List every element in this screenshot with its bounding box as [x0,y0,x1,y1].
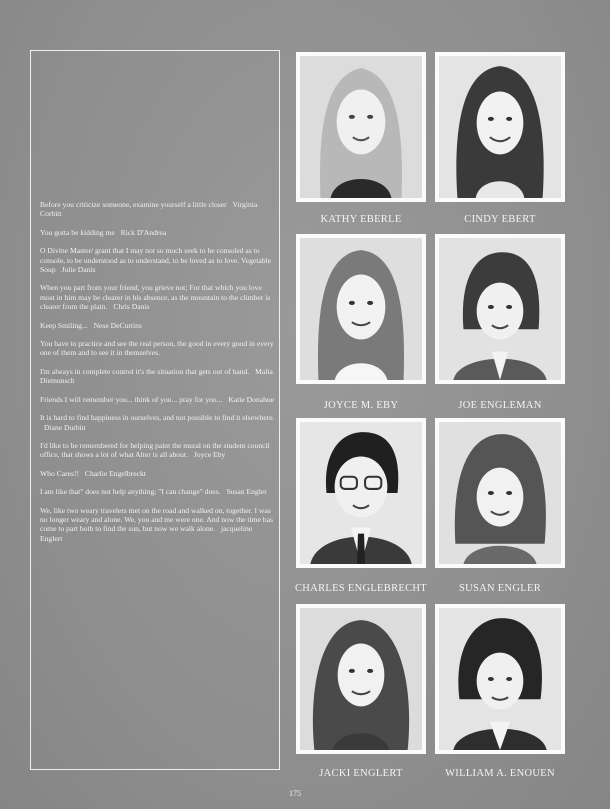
portrait-caption: CHARLES ENGLEBRECHT [295,583,427,594]
quote-item: We, like two weary travelers met on the road and walked on, together. I was no longer weary and alone. We, you and me were one. And now the time has come to part both to find the sun, but now we walk alone. jacqueline Englert [40,505,273,543]
quote-author: Chris Danis [113,302,150,312]
portrait-joyce-eby [296,234,426,384]
portrait-photo-icon [300,608,422,750]
quote-item: I am like that" does not help anything; "I can change" does. Susan Engler [40,487,267,497]
portrait-caption: JOE ENGLEMAN [458,400,542,411]
portrait-photo-icon [439,238,561,380]
quote-item: You have to practice and see the real person, the good in every good in every one of them and to see it in themselves. [40,339,274,358]
quote-item: I'd like to be remembered for helping paint the mural on the student council office, that shows a lot of what Alter is all about. Joyce Eby [40,440,270,460]
portrait-photo-icon [300,422,422,564]
quote-item: Before you criticize someone, examine yourself a little closer Virginia Corbitt [40,200,258,219]
portrait-caption: CINDY EBERT [464,214,536,225]
senior-quotes [40,200,276,552]
portrait-photo-icon [439,608,561,750]
quote-author: Katie Donahue [228,394,275,404]
quote-item: O Divine Master/ grant that I may not so much seek to be consoled as to console, to be understood as to understand, to be loved as to love. Vegetable Soup Julie Danis [40,246,271,275]
quote-author: Charlie Engelbreckt [84,468,146,478]
portrait-caption: KATHY EBERLE [320,214,402,225]
quote-item: You gotta be kidding me Rick D'Andrea [40,227,167,237]
quote-author: Joyce Eby [193,450,226,460]
page-number: 175 [289,789,301,798]
quote-item: It is hard to find happiness in ourselves, and not possible to find it elsewhere. Diane Durbin [40,413,275,432]
quote-item: Who Cares!! Charlie Engelbreckt [40,468,146,478]
portrait-charles-englebrecht [296,418,426,568]
portrait-william-enouen [435,604,565,754]
quote-item: Friends I will remember you... think of you... pray for you... Katie Donahue [40,394,275,404]
quote-author: Virginia Corbitt [40,200,258,219]
portrait-photo-icon [439,56,561,198]
portrait-susan-engler [435,418,565,568]
portrait-joe-engleman [435,234,565,384]
quote-author: Rick D'Andrea [120,227,167,237]
portrait-kathy-eberle [296,52,426,202]
portrait-photo-icon [300,56,422,198]
portrait-caption: JACKI ENGLERT [319,768,403,779]
quote-author: Nese DeCurtins [93,320,142,330]
quote-author: Diane Durbin [44,422,86,432]
quote-item: I'm always in complete control it's the situation that gets out of hand. Malia Diemunsch [40,366,273,386]
quote-author: Malia Diemunsch [40,366,273,386]
quote-item: When you part from your friend, you grieve not; For that which you love most in him may be clearer in his absence, as the mountain to the climber is clearer from the plain. Chris Danis [40,283,271,312]
portrait-jacki-englert [296,604,426,754]
quote-author: Susan Engler [226,487,267,497]
portrait-caption: WILLIAM A. ENOUEN [445,768,555,779]
quote-author: Julie Danis [61,265,96,275]
portrait-photo-icon [439,422,561,564]
quote-author [160,348,164,357]
portrait-cindy-ebert [435,52,565,202]
portrait-caption: JOYCE M. EBY [323,400,399,411]
quote-item: Keep Smiling... Nese DeCurtins [40,320,142,330]
quote-author: jacqueline Englert [40,524,253,543]
portrait-caption: SUSAN ENGLER [458,583,542,594]
portrait-photo-icon [300,238,422,380]
